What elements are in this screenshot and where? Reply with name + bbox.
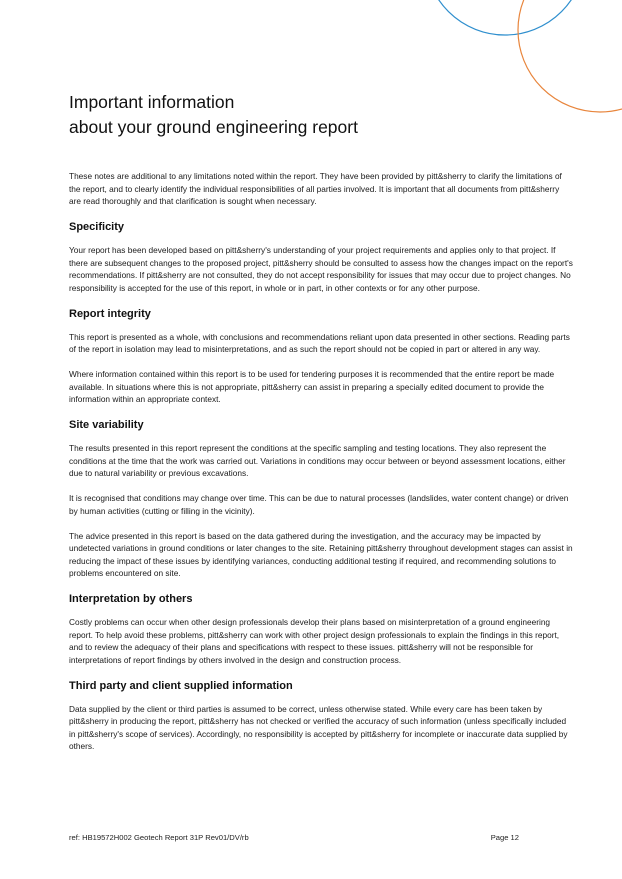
document-body bbox=[69, 170, 573, 765]
page-number: Page 12 bbox=[490, 833, 519, 842]
site-variability-paragraph-2: It is recognised that conditions may change over time. This can be due to natural processes (landslides, water content change) or driven by human activities (cutting or filling in the vicinity). bbox=[69, 493, 569, 516]
interpretation-paragraph: Costly problems can occur when other design professionals develop their plans based on misinterpretation of a ground engineering report. To help avoid these problems, pitt&sherry can work with other project design professionals to explain the findings in this report, and to review the adequacy of their plans and specifications with respect to these issues. pitt&sherry will not be responsible for interpretations of report findings by others involved in the design and construction process. bbox=[69, 617, 560, 665]
report-integrity-heading: Report integrity bbox=[69, 307, 151, 320]
page-footer bbox=[69, 833, 519, 842]
blue-decorative-circle bbox=[425, 0, 585, 35]
interpretation-heading: Interpretation by others bbox=[69, 593, 193, 605]
third-party-paragraph: Data supplied by the client or third parties is assumed to be correct, unless otherwise stated. While every care has been taken by pitt&sherry in producing the report, pitt&sherry has not checked or verified the accuracy of such information (unless specifically included in pitt&sherry's scope of services). Accordingly, no responsibility is accepted by pitt&sherry for incomplete or inaccurate data supplied by others. bbox=[69, 703, 568, 751]
title-line-1: Important information bbox=[69, 92, 235, 112]
intro-paragraph: These notes are additional to any limitations noted within the report. They have been provided by pitt&sherry to clarify the limitations of the report, and to clearly identify the individual responsibilities of all parties involved. It is important that all documents from pitt&sherry are read thoroughly and that clarification is sought when necessary. bbox=[69, 171, 562, 206]
page-title bbox=[69, 90, 549, 140]
report-integrity-paragraph-2: Where information contained within this report is to be used for tendering purposes it is recommended that the entire report be made available. In situations where this is not appropriate, pitt&sherry can assist in preparing a specially edited document to provide the information within an appropriate context. bbox=[69, 369, 555, 404]
site-variability-paragraph-1: The results presented in this report represent the conditions at the specific sampling and testing locations. They also represent the conditions at the time that the work was carried out. Variations in conditions may occur between or beyond assessment locations, either due to natural variability or previous excavations. bbox=[69, 443, 566, 478]
site-variability-paragraph-3: The advice presented in this report is based on the data gathered during the investigation, and the accuracy may be impacted by undetected variations in ground conditions or later changes to the site. Retaining pitt&sherry throughout development stages can assist in reducing the impact of these issues by identifying variances, conducting additional testing if required, and recommending solutions to problems encountered on site. bbox=[69, 530, 573, 578]
third-party-heading: Third party and client supplied information bbox=[69, 679, 293, 692]
site-variability-heading: Site variability bbox=[69, 419, 144, 431]
specificity-heading: Specificity bbox=[69, 221, 125, 233]
footer-reference: ref: HB19572H002 Geotech Report 31P Rev01/DV/rb bbox=[69, 833, 249, 842]
report-integrity-paragraph-1: This report is presented as a whole, with conclusions and recommendations reliant upon data presented in other sections. Reading parts of the report in isolation may lead to misinterpretations, and as such the report should not be copied in part or altered in any way. bbox=[69, 331, 570, 354]
specificity-paragraph: Your report has been developed based on pitt&sherry's understanding of your project requirements and applies only to that project. If there are subsequent changes to the proposed project, pitt&sherry should be consulted to assess how the changes impact on the report's recommendations. If pitt&sherry are not consulted, they do not accept responsibility for issues that may occur due to project changes. No responsibility is accepted for the use of this report, in whole or in part, in other contexts or for any other purpose. bbox=[69, 245, 573, 293]
title-line-2: about your ground engineering report bbox=[69, 117, 358, 137]
